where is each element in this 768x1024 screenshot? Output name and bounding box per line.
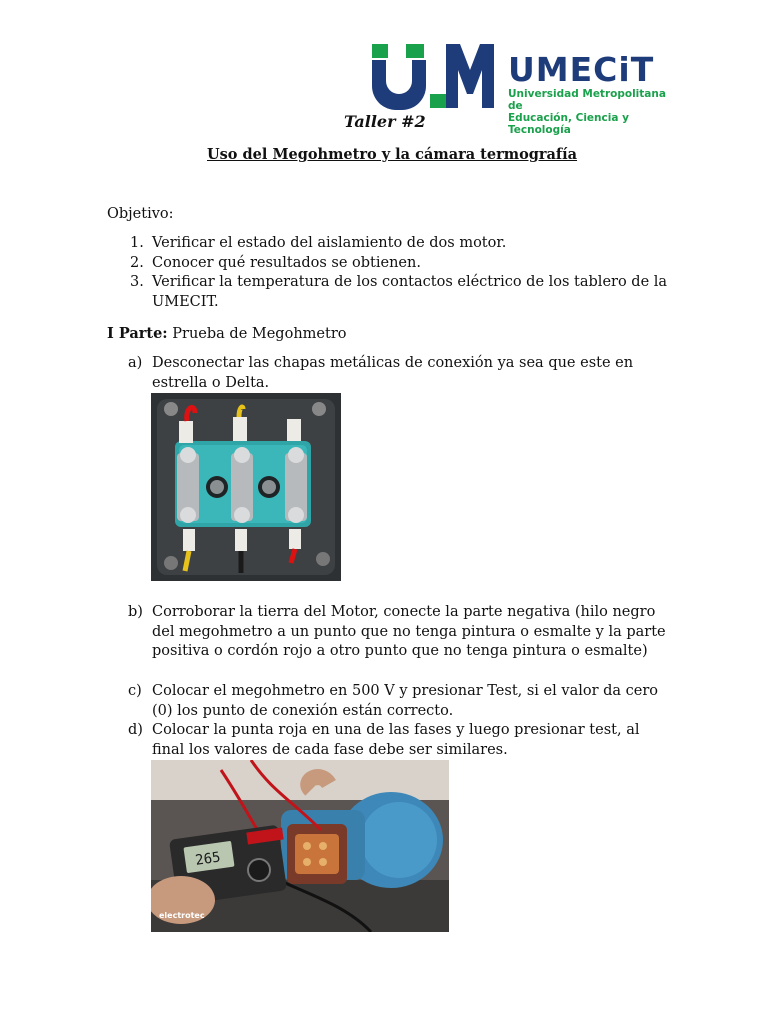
- list-item-text: Conocer qué resultados se obtienen.: [152, 254, 421, 271]
- logo-green-square: [406, 44, 424, 58]
- part-heading: [107, 324, 346, 345]
- list-item-text: Verificar la temperatura de los contactos eléctrico de los tablero de la UMECIT.: [152, 274, 668, 310]
- part-title: Prueba de Megohmetro: [167, 326, 347, 342]
- document-title: Uso del Megohmetro y la cámara termografía: [207, 146, 578, 163]
- step-c: [128, 682, 673, 721]
- taller-heading: Taller #2: [344, 112, 426, 131]
- megohmmeter-illustration: [151, 760, 449, 932]
- step-text: Corroborar la tierra del Motor, conecte la parte negativa (hilo negro del megohmetro a un punto que no tenga pintura o esmalte y la parte positiva o cordón rojo a otro punto que no tenga pintura o esmalte): [152, 604, 666, 659]
- part-label: I Parte:: [107, 325, 168, 342]
- step-label: c): [128, 683, 142, 699]
- step-text: Desconectar las chapas metálicas de conexión ya sea que este en estrella o Delta.: [152, 355, 634, 391]
- list-number: 1.: [130, 235, 144, 251]
- logo-m-shape: [446, 44, 494, 108]
- list-item: [130, 254, 670, 274]
- motor-terminal-photo: [151, 393, 341, 581]
- megohmmeter-display: 265: [194, 849, 222, 869]
- logo-green-square: [372, 44, 388, 58]
- photo-watermark: electrotec: [159, 911, 205, 920]
- objective-list: [130, 234, 670, 312]
- logo-subtitle-line: Universidad Metropolitana de: [508, 88, 666, 112]
- list-item: [130, 234, 670, 254]
- list-item-text: Verificar el estado del aislamiento de dos motor.: [152, 235, 507, 251]
- logo-subtitle-line: Educación, Ciencia y Tecnología: [508, 112, 629, 136]
- logo-green-dot: [430, 94, 446, 108]
- megohmmeter-test-photo: [151, 760, 449, 932]
- objective-label: Objetivo:: [107, 206, 174, 222]
- logo-brand-text: UMECiT: [508, 50, 655, 89]
- step-label: a): [128, 355, 143, 371]
- step-a: [128, 354, 673, 393]
- step-d: [128, 721, 673, 760]
- step-label: b): [128, 604, 143, 620]
- step-text: Colocar el megohmetro en 500 V y presionar Test, si el valor da cero (0) los punto de conexión están correcto.: [152, 683, 659, 719]
- step-label: d): [128, 722, 143, 738]
- list-number: 2.: [130, 254, 144, 271]
- list-item: [130, 273, 670, 312]
- step-b: [128, 603, 673, 662]
- logo-subtitle: [508, 88, 670, 136]
- step-text: Colocar la punta roja en una de las fases y luego presionar test, al final los valores de cada fase debe ser similares.: [152, 722, 640, 758]
- list-number: 3.: [130, 274, 144, 290]
- logo-u-shape: [372, 60, 426, 110]
- motor-terminal-illustration: [151, 393, 341, 581]
